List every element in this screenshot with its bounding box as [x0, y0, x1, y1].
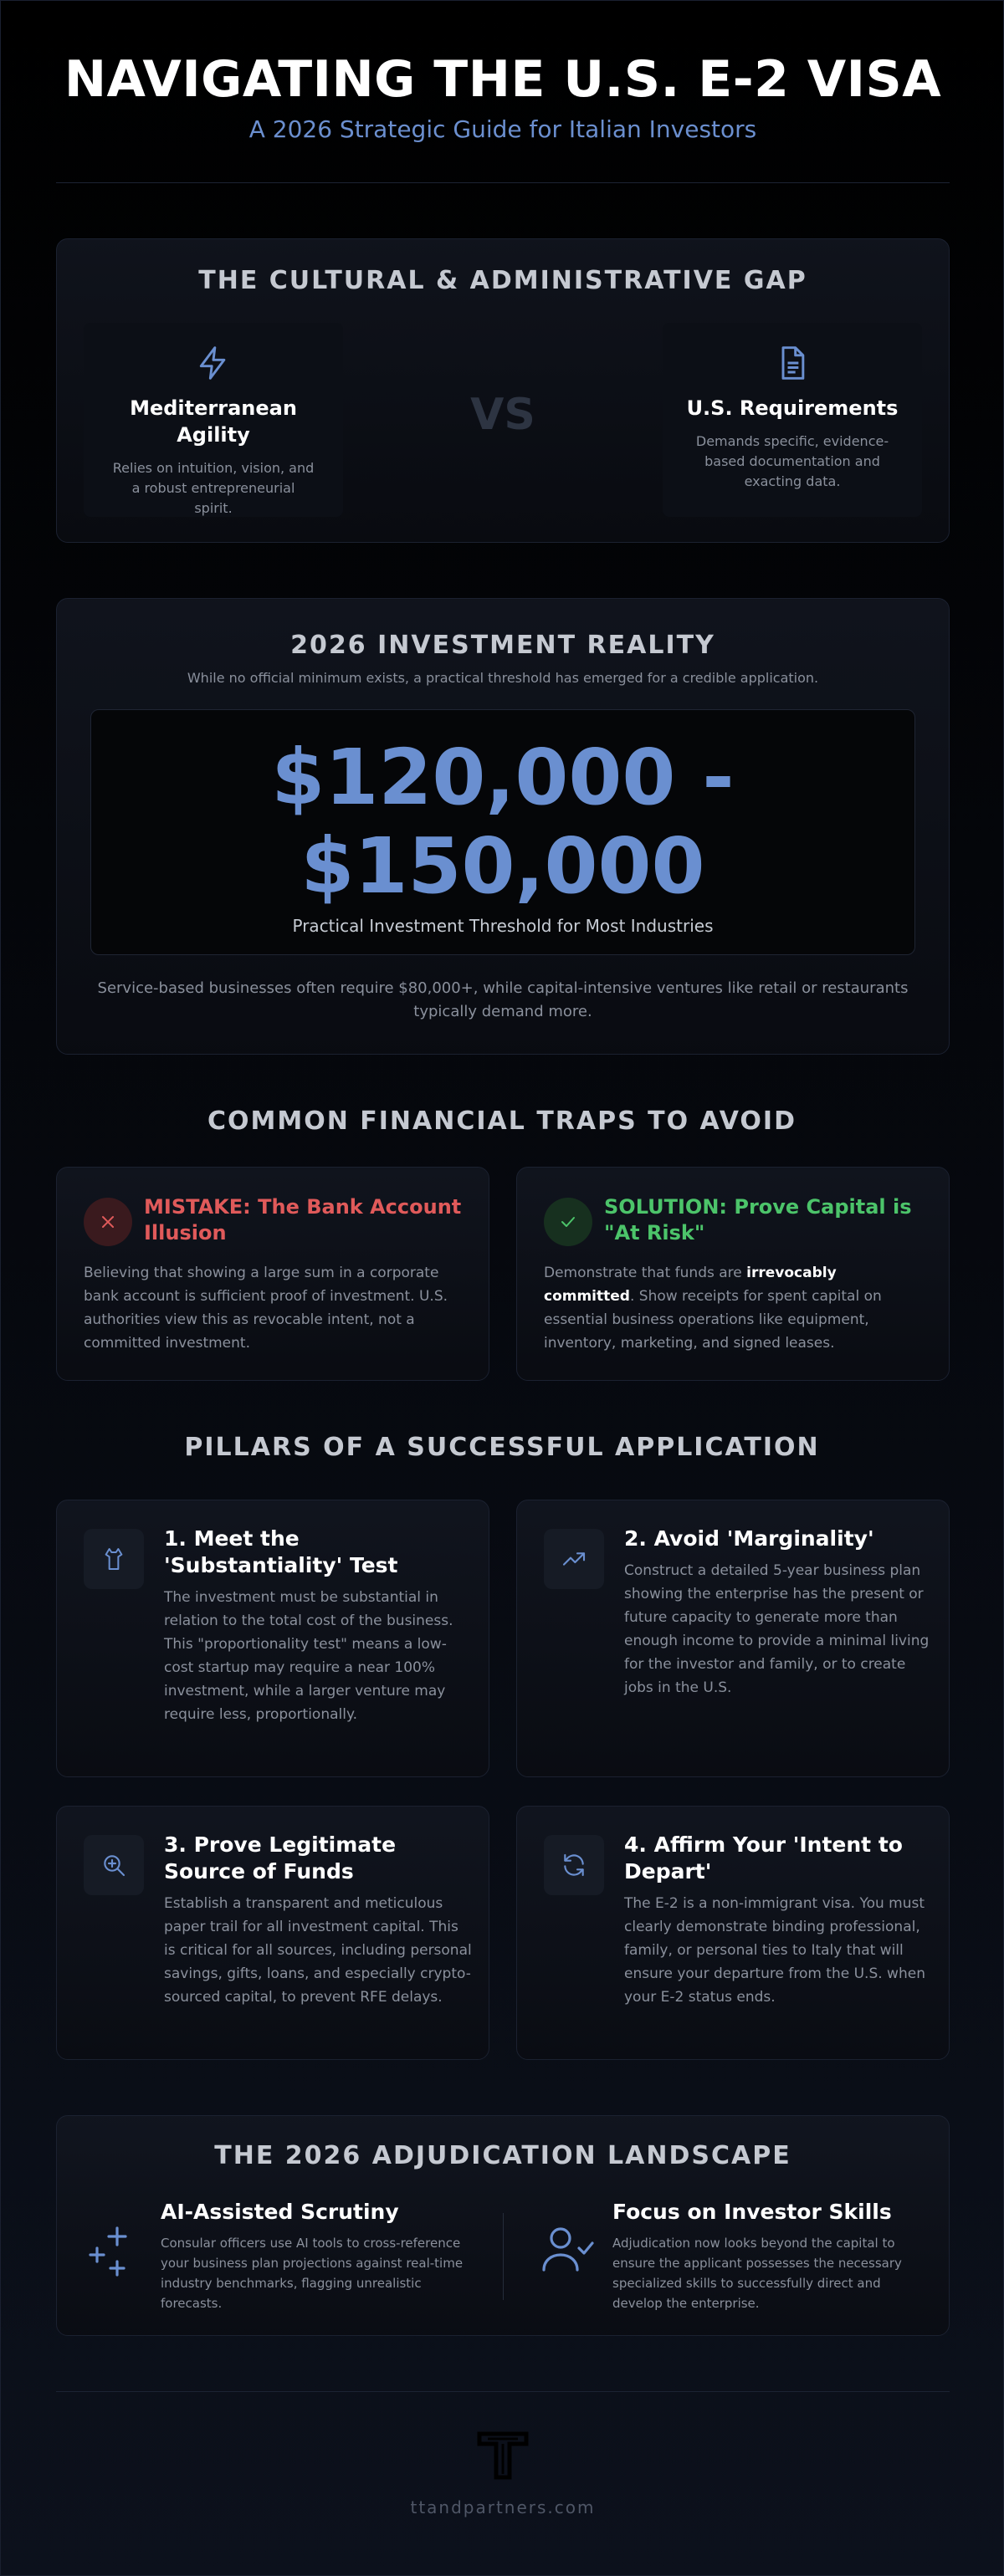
gap-left-title: Mediterranean Agility: [130, 396, 297, 447]
investment-section: [56, 598, 950, 1055]
mistake-title: MISTAKE: The Bank Account Illusion: [144, 1195, 462, 1245]
adjudication-right-title: Focus on Investor Skills: [612, 2200, 892, 2224]
pillar-title-2: 2. Avoid 'Marginality': [624, 1526, 874, 1551]
investment-subtitle: While no official minimum exists, a practical threshold has emerged for a credible application.: [187, 670, 819, 686]
adjudication-right-desc: Adjudication now looks beyond the capital to ensure the applicant possesses the necessary specialized skills to successfully direct and develop the enterprise.: [612, 2236, 902, 2311]
logo-icon: [476, 2430, 530, 2481]
pillar-card-4: [516, 1806, 950, 2060]
gap-section: [56, 238, 950, 543]
adjudication-divider: [503, 2213, 504, 2300]
investment-note: Service-based businesses often require $80,000+, while capital-intensive ventures like retail or restaurants typically demand more.: [97, 979, 909, 1020]
adjudication-section: [56, 2115, 950, 2336]
x-icon: [98, 1212, 118, 1232]
header: [1, 49, 1004, 145]
refresh-icon: [561, 1852, 587, 1878]
lightning-icon: [195, 345, 232, 381]
pillar-card-2: [516, 1500, 950, 1777]
pillar-icon-box-1: [84, 1529, 144, 1589]
pillar-icon-box-2: [544, 1529, 604, 1589]
solution-desc-bold: irrevocably committed: [544, 1265, 837, 1305]
pillars-title: PILLARS OF A SUCCESSFUL APPLICATION: [184, 1433, 820, 1462]
document-icon: [774, 345, 811, 381]
solution-badge: [544, 1198, 592, 1246]
solution-desc-post: . Show receipts for spent capital on essential business operations like equipment, inventory, marketing, and signed leases.: [544, 1288, 882, 1352]
pillar-title-1: 1. Meet the 'Substantiality' Test: [164, 1526, 398, 1577]
pillar-desc-1: The investment must be substantial in relation to the total cost of the business. This "proportionality test" means a low-cost startup may require a near 100% investment, while a larger venture may require less, proportionally.: [164, 1589, 453, 1723]
pillar-icon-box-3: [84, 1835, 144, 1895]
traps-title: COMMON FINANCIAL TRAPS TO AVOID: [207, 1107, 797, 1136]
investment-title: 2026 INVESTMENT REALITY: [290, 631, 715, 660]
footer-divider: [56, 2391, 950, 2392]
hand-icon: [100, 1546, 127, 1572]
pillar-desc-2: Construct a detailed 5-year business plan showing the enterprise has the present or future capacity to generate more than enough income to provide a minimal living for the investor and family, or to create jobs in the U.S.: [624, 1562, 930, 1696]
mistake-desc: Believing that showing a large sum in a corporate bank account is sufficient proof of investment. U.S. authorities view this as revocable intent, not a committed investment.: [84, 1265, 448, 1352]
pillar-card-3: [56, 1806, 489, 2060]
solution-desc-pre: Demonstrate that funds are: [544, 1265, 747, 1281]
investment-amount: [91, 733, 914, 911]
adjudication-left-title: AI-Assisted Scrutiny: [161, 2200, 399, 2224]
gap-title: THE CULTURAL & ADMINISTRATIVE GAP: [198, 266, 807, 295]
gap-right-card: [663, 323, 922, 517]
investment-amount-box: [90, 709, 915, 955]
pillar-desc-4: The E-2 is a non-immigrant visa. You must clearly demonstrate binding professional, family, or personal ties to Italy that will ensure your departure from the U.S. when your E-2 status ends.: [624, 1895, 925, 2006]
solution-card: [516, 1167, 950, 1381]
sparkles-icon: [89, 2225, 132, 2278]
mistake-badge: [84, 1198, 132, 1246]
solution-desc: [544, 1261, 929, 1355]
trending-up-icon: [561, 1546, 587, 1572]
zoom-in-icon: [100, 1852, 127, 1878]
investment-amount-label: Practical Investment Threshold for Most Industries: [292, 916, 714, 936]
check-icon: [558, 1212, 578, 1232]
mistake-card: [56, 1167, 489, 1381]
investment-amount-line2: $150,000: [300, 821, 705, 911]
adjudication-left-desc: Consular officers use AI tools to cross-reference your business plan projections against real-time industry benchmarks, flagging unrealistic forecasts.: [161, 2236, 464, 2311]
gap-left-desc: Relies on intuition, vision, and a robust entrepreneurial spirit.: [112, 460, 315, 516]
page-subtitle: A 2026 Strategic Guide for Italian Investors: [248, 115, 757, 143]
footer-url[interactable]: ttandpartners.com: [410, 2497, 596, 2517]
gap-right-desc: Demands specific, evidence-based documentation and exacting data.: [695, 433, 889, 489]
pillar-desc-3: Establish a transparent and meticulous paper trail for all investment capital. This is critical for all sources, including personal savings, gifts, loans, and especially crypto-sourced capital, to prevent RFE delays.: [164, 1895, 472, 2006]
user-check-icon: [540, 2225, 594, 2275]
vs-label: VS: [470, 390, 535, 440]
header-divider: [56, 182, 950, 183]
pillar-title-3: 3. Prove Legitimate Source of Funds: [164, 1832, 397, 1883]
gap-right-title: U.S. Requirements: [686, 396, 899, 420]
solution-title: SOLUTION: Prove Capital is "At Risk": [604, 1195, 912, 1245]
investment-amount-line1: $120,000 -: [271, 733, 735, 822]
adjudication-title: THE 2026 ADJUDICATION LANDSCAPE: [214, 2141, 791, 2170]
pillar-icon-box-4: [544, 1835, 604, 1895]
pillar-card-1: [56, 1500, 489, 1777]
pillar-title-4: 4. Affirm Your 'Intent to Depart': [624, 1832, 903, 1883]
page-title: NAVIGATING THE U.S. E-2 VISA: [64, 50, 942, 109]
